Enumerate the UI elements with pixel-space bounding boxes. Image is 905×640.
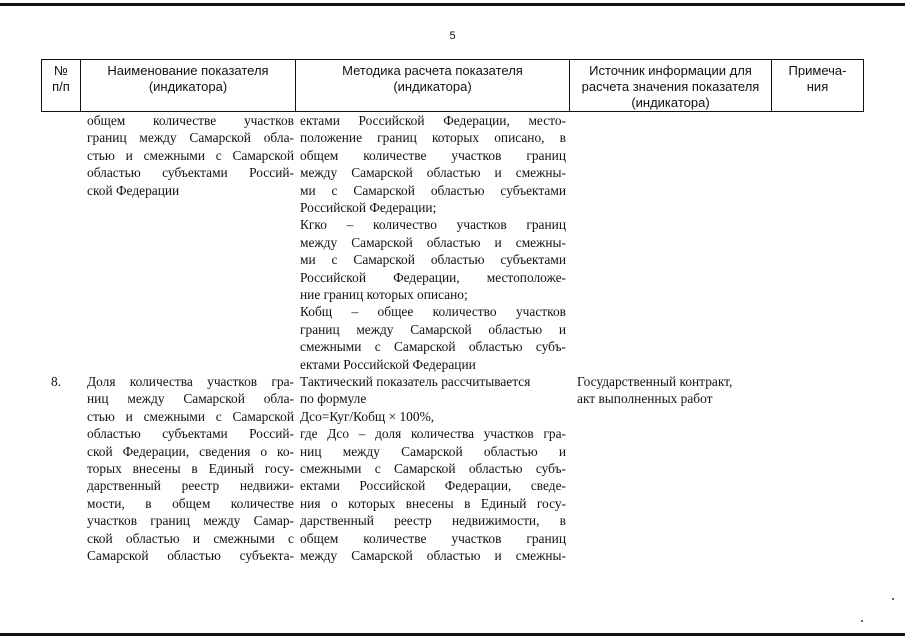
method-formula: Дсо=Куг/Кобщ × 100%, (300, 408, 435, 424)
method-text: ние границ которых описано; (300, 287, 468, 302)
header-indicator-name: Наименование показателя (индикатора) (107, 63, 269, 94)
bottom-border-line (0, 633, 905, 636)
table-header (41, 59, 864, 112)
row-number: 8. (51, 374, 62, 389)
method-text: по формуле (300, 391, 367, 407)
method-text: Кгко – количество участков границ между Самарской областью и смежны- ми с Самарской областью субъектами Российской Федерации, местоположе- (300, 217, 566, 285)
indicator-name-continued: общем количестве участков границ между Самарской обла- стью и смежными с Самарской областью субъектами Россий- (87, 113, 294, 181)
scan-speck (892, 598, 894, 600)
page-number: 5 (449, 30, 456, 42)
header-divider (863, 59, 864, 112)
method-text: Российской Федерации; (300, 200, 437, 215)
information-source: Государственный контракт, акт выполненных работ (577, 374, 733, 407)
top-border-line (0, 3, 905, 6)
header-top-border (41, 59, 864, 60)
indicator-name-continued: ской Федерации (87, 182, 180, 198)
method-text: Кобщ – общее количество участков границ между Самарской областью и смежными с Самарской областью субъ- (300, 304, 566, 355)
method-text: Тактический показатель рассчитывается (300, 374, 531, 389)
method-text: где Дсо – доля количества участков гра- ниц между Самарской областью и смежными с Самарской областью субъ- ектами Российской Федерации, сведе- ния о которых внесены в Единый госу- дарственный реестр недвижимости, в общем количестве участков границ между Самарской областью и смежны- (300, 426, 566, 564)
method-text: ектами Российской Федерации, место- положение границ которых описано, в общем количестве участков границ между Самарской областью и смежны- ми с Самарской областью субъектами (300, 113, 566, 198)
header-number: № п/п (52, 63, 70, 94)
method-text: ектами Российской Федерации (300, 356, 476, 372)
header-calculation-method: Методика расчета показателя (индикатора) (342, 63, 523, 94)
indicator-name: Доля количества участков гра- ниц между Самарской обла- стью и смежными с Самарской областью субъектами Россий- ской Федерации, сведения о ко- торых внесены в Единый госу- дарственный реестр недвижи- мости, в общем количестве участков границ между Самар- ской областью и смежными с Самарской областью субъекта- (87, 374, 294, 564)
header-information-source: Источник информации для расчета значения показателя (индикатора) (581, 63, 760, 110)
header-notes: Примеча- ния (788, 63, 847, 94)
scan-speck (861, 620, 863, 622)
